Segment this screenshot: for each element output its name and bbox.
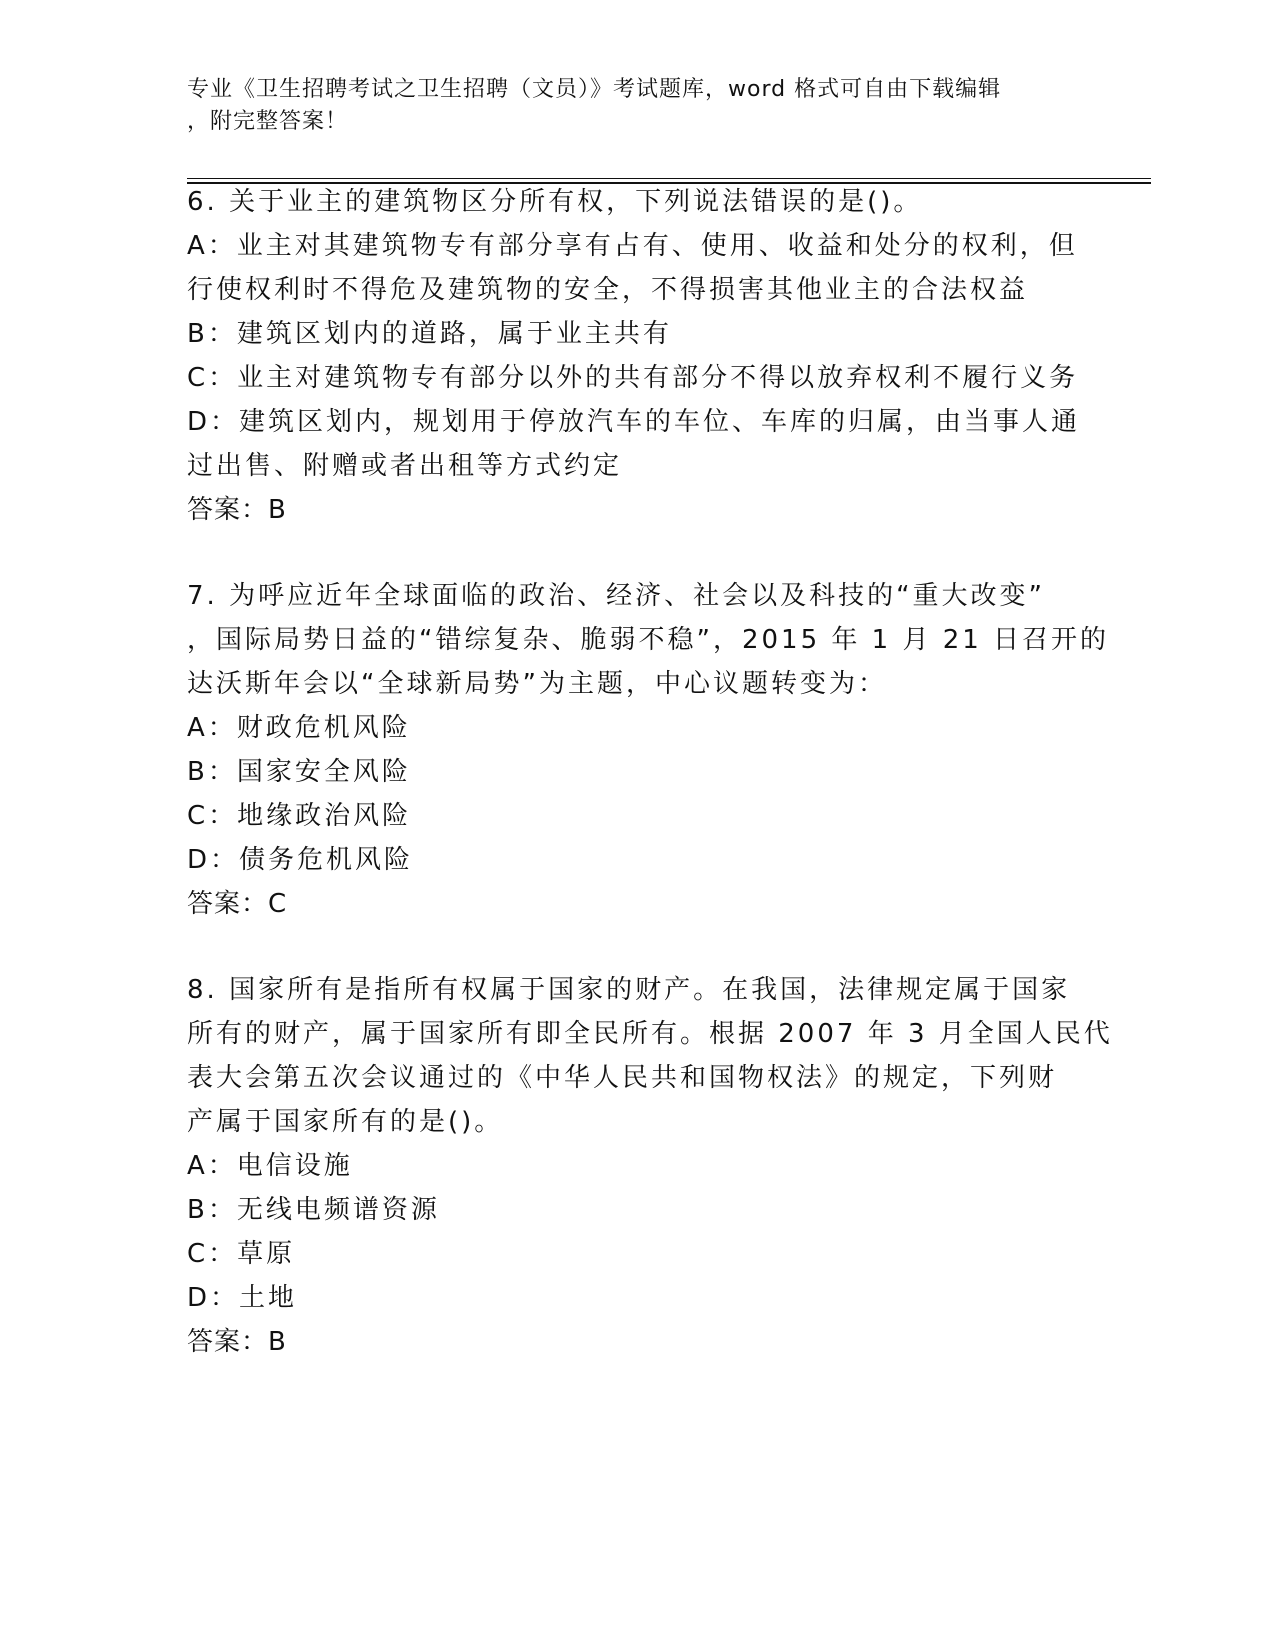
question-8-option-a: A：电信设施 — [187, 1151, 353, 1181]
question-8-option-b: B：无线电频谱资源 — [187, 1195, 440, 1225]
question-6-answer: 答案：B — [187, 495, 287, 525]
question-8-text-cont-3: 产属于国家所有的是()。 — [187, 1107, 504, 1137]
question-7-option-c: C：地缘政治风险 — [187, 801, 412, 831]
question-8-text-cont-1: 所有的财产，属于国家所有即全民所有。根据 2007 年 3 月全国人民代 — [187, 1019, 1113, 1049]
question-6-option-a: A：业主对其建筑物专有部分享有占有、使用、收益和处分的权利，但 — [187, 231, 1078, 261]
question-6-option-b: B：建筑区划内的道路，属于业主共有 — [187, 319, 672, 349]
question-7-option-a: A：财政危机风险 — [187, 713, 411, 743]
document-header: 专业《卫生招聘考试之卫生招聘（文员）》考试题库，word 格式可自由下载编辑 ，附完整答案！ — [187, 77, 1002, 134]
question-6-option-a-cont: 行使权利时不得危及建筑物的安全，不得损害其他业主的合法权益 — [187, 275, 1029, 305]
question-7-text: 7. 为呼应近年全球面临的政治、经济、社会以及科技的“重大改变” — [187, 581, 1046, 611]
header-divider-thick — [187, 182, 1151, 184]
question-8-option-c: C：草原 — [187, 1239, 296, 1269]
question-7-text-cont-2: 达沃斯年会以“全球新局势”为主题，中心议题转变为： — [187, 669, 887, 699]
question-6-option-d-cont: 过出售、附赠或者出租等方式约定 — [187, 451, 623, 481]
question-6-text: 6. 关于业主的建筑物区分所有权，下列说法错误的是()。 — [187, 187, 923, 217]
header-divider-thin — [187, 178, 1151, 179]
question-8-text: 8. 国家所有是指所有权属于国家的财产。在我国，法律规定属于国家 — [187, 975, 1071, 1005]
question-7-answer: 答案：C — [187, 889, 288, 919]
question-7-option-b: B：国家安全风险 — [187, 757, 411, 787]
question-8-answer: 答案：B — [187, 1327, 287, 1357]
question-6-option-c: C：业主对建筑物专有部分以外的共有部分不得以放弃权利不履行义务 — [187, 363, 1079, 393]
question-8-text-cont-2: 表大会第五次会议通过的《中华人民共和国物权法》的规定，下列财 — [187, 1063, 1058, 1093]
question-6-option-d: D：建筑区划内，规划用于停放汽车的车位、车库的归属，由当事人通 — [187, 407, 1081, 437]
question-8-option-d: D：土地 — [187, 1283, 298, 1313]
question-7-text-cont-1: ，国际局势日益的“错综复杂、脆弱不稳”，2015 年 1 月 21 日召开的 — [187, 625, 1110, 655]
question-7-option-d: D：债务危机风险 — [187, 845, 414, 875]
